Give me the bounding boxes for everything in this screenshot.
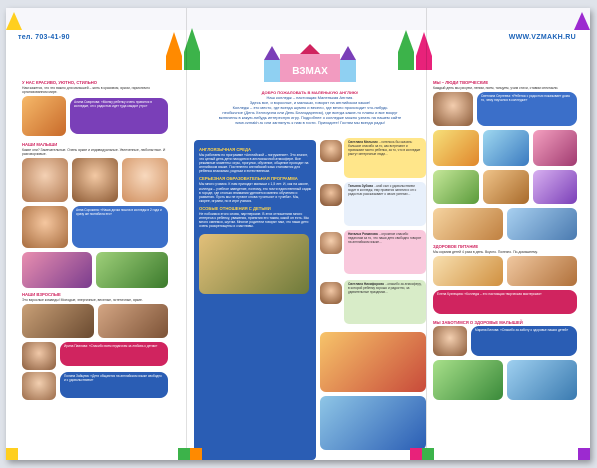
quote-bubble: Светлана Сергеева: «Ребенок с радостью показывает дома то, чему научился в колледже»: [477, 92, 577, 126]
photo-classroom: [22, 96, 66, 136]
quote-text: ...огромное спасибо педагогам за то, что наши дети свободно говорят на английском языке...: [348, 232, 422, 244]
panel-text: Не побоимся этого слова, партнерские. В этих отношениях много интереса к ребенку, уважения, принятия его таким, какой он есть. Мы много смеемся, шутим. Многие родители говорят нам, что наши дети очень раскрепощены и счастливы.: [199, 211, 309, 229]
website-link[interactable]: WWW.VZMAKH.RU: [508, 34, 576, 41]
photo-outdoor: [507, 360, 577, 400]
quote-author: Наталья Романова: [348, 232, 378, 236]
photo-parent: [320, 232, 342, 254]
section-heading: У НАС КРАСИВО, УЮТНО, СТИЛЬНО: [22, 80, 98, 85]
quote-text: ...хотелось бы сказать: большое спасибо за то, как встречают и провожают моего ребенка, за то, что в колледже растут интересные люди...: [348, 140, 421, 156]
photo-teachers: [22, 304, 94, 338]
photo-parent: [320, 282, 342, 304]
section-heading: ЗДОРОВОЕ ПИТАНИЕ: [433, 244, 479, 250]
photo-child: [22, 252, 92, 288]
quote-text: ...мой сын с удовольствием ходит в колледж, ему нравятся занятия и он с радостью рассказывает о своих успехах...: [348, 184, 417, 196]
photo-parent: [320, 140, 342, 162]
welcome-line: Колледж – это место, где всегда шумно и весело, где вечно происходит что-нибудь: [232, 105, 388, 110]
photo-child: [122, 158, 168, 202]
photo-craft: [533, 130, 577, 166]
photo-craft: [433, 130, 479, 166]
panel-text: Мы работаем по программе «Английской – погружение». Это значит, что целый день дети находятся в англоязычной атмосфере. Все режимные моменты: игры, прогулки, обучение, общение проходят на английском языке. Постепенно английский язык становится для ребенка знакомым, родным и естественным.: [199, 153, 309, 174]
welcome-line: Наш колледж – настоящая Маленькая Англия.: [266, 95, 354, 100]
brochure-sheet: [6, 8, 590, 460]
left-column: [22, 78, 170, 400]
quote-author: Татьяна Зубова: [348, 184, 373, 188]
section-text: Мы кормим детей 4 раза в день. Вкусно. Полезно. По-домашнему.: [433, 250, 538, 255]
quote-author: Светлана Никифорова: [348, 282, 384, 286]
program-panel: [194, 140, 316, 460]
parent-quote: [344, 182, 426, 226]
welcome-block: [200, 90, 420, 125]
quote-bubble: Марина Белова: «Спасибо за заботу о здоровье наших детей»: [471, 326, 577, 356]
welcome-title: ДОБРО ПОЖАЛОВАТЬ В МАЛЕНЬКУЮ АНГЛИЮ!: [261, 90, 359, 95]
section-heading: МЫ – ЛЮДИ ТВОРЧЕСКИЕ: [433, 80, 489, 85]
photo-teachers: [98, 304, 168, 338]
photo-craft: [433, 208, 503, 240]
photo-activity: [320, 332, 426, 392]
quote-bubble: Алина Смирнова: «Моему ребенку очень нравится в колледже, он с радостью идет туда каждое утро»: [70, 98, 168, 134]
quote-bubble: Елена Кузнецова: «Колледж – это настоящая творческая мастерская»: [433, 290, 577, 314]
welcome-line: включены в какую-нибудь интересную игру. Подробнее о колледже можно узнать на нашем сайте: [218, 115, 402, 120]
welcome-line: www.vzmakh.ru или заглянуть к нам в гости. Приходите! Гостям мы всегда рады!: [235, 120, 385, 125]
phone-number: тел. 703-41-90: [18, 34, 70, 41]
panel-heading: СЕРЬЕЗНАЯ ОБРАЗОВАТЕЛЬНАЯ ПРОГРАММА: [199, 176, 298, 182]
panel-text: Мы много учимся. К нам приходят малыши с 1,5 лет. И, как на школе, колледж – учебное заведение, поэтому, это почти единственный садик в городе, где столько внимания уделяется именно обучению и развитию. Пусть мы не путают слова «учиться» и «учеба». Мы, скорее, играем, но в игре учимся.: [199, 182, 311, 203]
castle-logo: [192, 44, 428, 82]
parent-quote: [344, 230, 426, 274]
photo-teacher: [22, 342, 56, 370]
quote-author: Светлана Мельник: [348, 140, 378, 144]
photo-lesson: [199, 234, 309, 294]
photo-teacher: [22, 372, 56, 400]
photo-meal: [507, 256, 577, 286]
right-column: [433, 78, 578, 412]
photo-parent: [320, 184, 342, 206]
section-heading: НАШИ ВЗРОСЛЫЕ: [22, 292, 61, 298]
photo-craft: [483, 170, 529, 204]
photo-outdoor: [433, 360, 503, 400]
photo-teacher: [433, 92, 473, 126]
photo-craft: [433, 170, 479, 204]
photo-child: [96, 252, 168, 288]
parent-quote: [344, 280, 426, 324]
section-text: Какие они? Замечательные. Очень яркие и индивидуальные. Увлеченные, любопытные. И разговорчивые.: [22, 148, 166, 157]
section-heading: НАШИ МАЛЫШИ: [22, 142, 58, 148]
section-heading: МЫ ЗАБОТИМСЯ О ЗДОРОВЬЕ МАЛЫШЕЙ: [433, 320, 523, 326]
photo-activity: [320, 396, 426, 450]
crayon-border: [6, 448, 590, 460]
photo-meal: [433, 256, 503, 286]
quote-bubble: Ирина Павлова: «Спасибо всем педагогам за любовь к детям»: [60, 342, 168, 366]
quote-bubble: Анна Сорокина: «Наша дочка пошла в колледж в 2 года и сразу же полюбила его»: [72, 206, 168, 248]
center-column: [192, 50, 428, 460]
photo-craft: [533, 170, 577, 204]
photo-doctor: [433, 326, 467, 356]
welcome-line: Здесь все, и взрослые, и малыши, говорят на английском языке!: [249, 100, 371, 105]
photo-child: [72, 158, 118, 202]
photo-craft: [507, 208, 577, 240]
section-text: Каждый день мы рисуем, лепим, поем, танцуем, учим стихи, ставим спектакли.: [433, 86, 559, 90]
panel-heading: ОСОБЫЕ ОТНОШЕНИЯ С ДЕТЬМИ: [199, 205, 271, 211]
quote-bubble: Полина Зайцева: «Дети общаются на английском языке свободно и с удовольствием»: [60, 372, 168, 398]
section-text: Это взрослые команды! Молодые, энергичные, веселые, эстетичные, яркие.: [22, 298, 143, 303]
photo-child: [22, 158, 68, 202]
fold-line: [186, 8, 187, 460]
photo-craft: [483, 130, 529, 166]
section-text: Нам кажется, что это важно для малышей – жить в красивом, ярком, гармонично организованном мире.: [22, 86, 151, 95]
logo-text: ВЗМАХ: [292, 66, 328, 77]
panel-heading: АНГЛОЯЗЫЧНАЯ СРЕДА: [199, 147, 251, 152]
welcome-line: необычное (День Хеллоуина или День Благодарения), где всегда какие-то планы и все вокруг: [222, 110, 398, 115]
photo-child: [22, 206, 68, 248]
parent-quote: [344, 138, 426, 178]
quote-text: ...спасибо за атмосферу, в которой ребенку хорошо и радостно, за удивительные праздники...: [348, 282, 422, 294]
